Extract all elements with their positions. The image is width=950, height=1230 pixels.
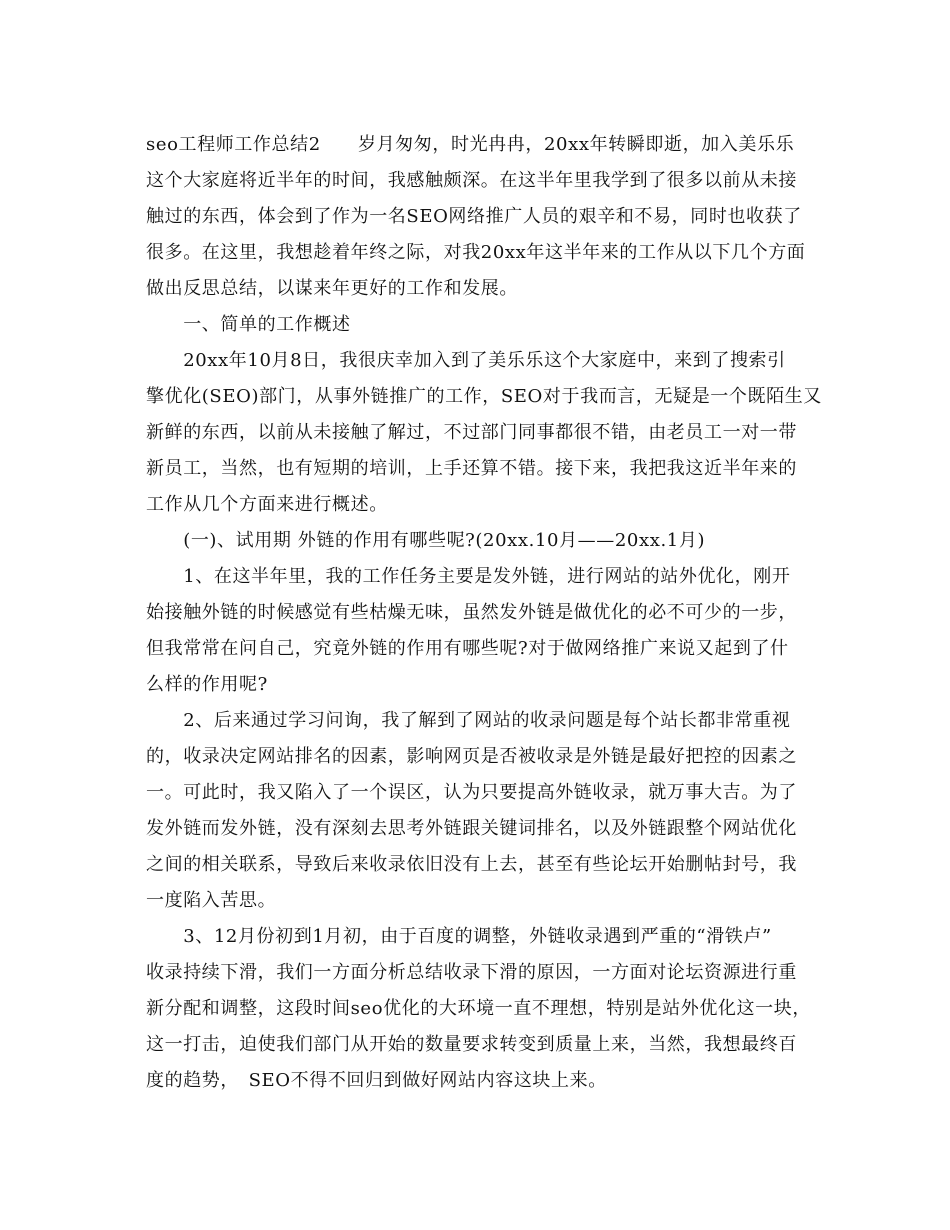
text-line: 20xx年10月8日，我很庆幸加入到了美乐乐这个大家庭中，来到了搜索引 xyxy=(146,350,786,371)
section-heading: 一、简单的工作概述 xyxy=(146,314,351,335)
text-line: 一度陷入苦思。 xyxy=(146,890,277,911)
text-line: 工作从几个方面来进行概述。 xyxy=(146,494,388,515)
text-line: 新员工，当然，也有短期的培训，上手还算不错。接下来，我把我这近半年来的 xyxy=(146,458,797,479)
text-line: 这一打击，迫使我们部门从开始的数量要求转变到质量上来，当然，我想最终百 xyxy=(146,1034,797,1055)
text-line: 之间的相关联系，导致后来收录依旧没有上去，甚至有些论坛开始删帖封号，我 xyxy=(146,854,797,875)
text-line: 做出反思总结，以谋来年更好的工作和发展。 xyxy=(146,278,518,299)
text-line: 么样的作用呢? xyxy=(146,674,268,695)
text-line: 一。可此时，我又陷入了一个误区，认为只要提高外链收录，就万事大吉。为了 xyxy=(146,782,797,803)
text-line: 发外链而发外链，没有深刻去思考外链跟关键词排名，以及外链跟整个网站优化 xyxy=(146,818,797,839)
text-line: 触过的东西，体会到了作为一名SEO网络推广人员的艰辛和不易，同时也收获了 xyxy=(146,206,802,227)
text-line: 但我常常在问自己，究竟外链的作用有哪些呢?对于做网络推广来说又起到了什 xyxy=(146,638,789,659)
text-line: 始接触外链的时候感觉有些枯燥无味，虽然发外链是做优化的必不可少的一步， xyxy=(146,602,797,623)
subsection-heading: (一)、试用期 外链的作用有哪些呢?(20xx.10月——20xx.1月) xyxy=(146,530,706,551)
text-line: 3、12月份初到1月初，由于百度的调整，外链收录遇到严重的“滑铁卢” xyxy=(146,926,772,947)
text-line: 度的趋势， SEO不得不回归到做好网站内容这块上来。 xyxy=(146,1070,607,1091)
text-line: 新鲜的东西，以前从未接触了解过，不过部门同事都很不错，由老员工一对一带 xyxy=(146,422,797,443)
text-line: seo工程师工作总结2 岁月匆匆，时光冉冉，20xx年转瞬即逝，加入美乐乐 xyxy=(146,134,795,155)
text-line: 收录持续下滑，我们一方面分析总结收录下滑的原因，一方面对论坛资源进行重 xyxy=(146,962,797,983)
text-line: 很多。在这里，我想趁着年终之际，对我20xx年这半年来的工作从以下几个方面 xyxy=(146,242,806,263)
text-line: 新分配和调整，这段时间seo优化的大环境一直不理想，特别是站外优化这一块， xyxy=(146,998,811,1019)
text-line: 这个大家庭将近半年的时间，我感触颇深。在这半年里我学到了很多以前从未接 xyxy=(146,170,797,191)
text-line: 擎优化(SEO)部门，从事外链推广的工作，SEO对于我而言，无疑是一个既陌生又 xyxy=(146,386,822,407)
text-line: 的，收录决定网站排名的因素，影响网页是否被收录是外链是最好把控的因素之 xyxy=(146,746,797,767)
text-line: 1、在这半年里，我的工作任务主要是发外链，进行网站的站外优化，刚开 xyxy=(146,566,791,587)
text-line: 2、后来通过学习问询，我了解到了网站的收录问题是每个站长都非常重视 xyxy=(146,710,791,731)
